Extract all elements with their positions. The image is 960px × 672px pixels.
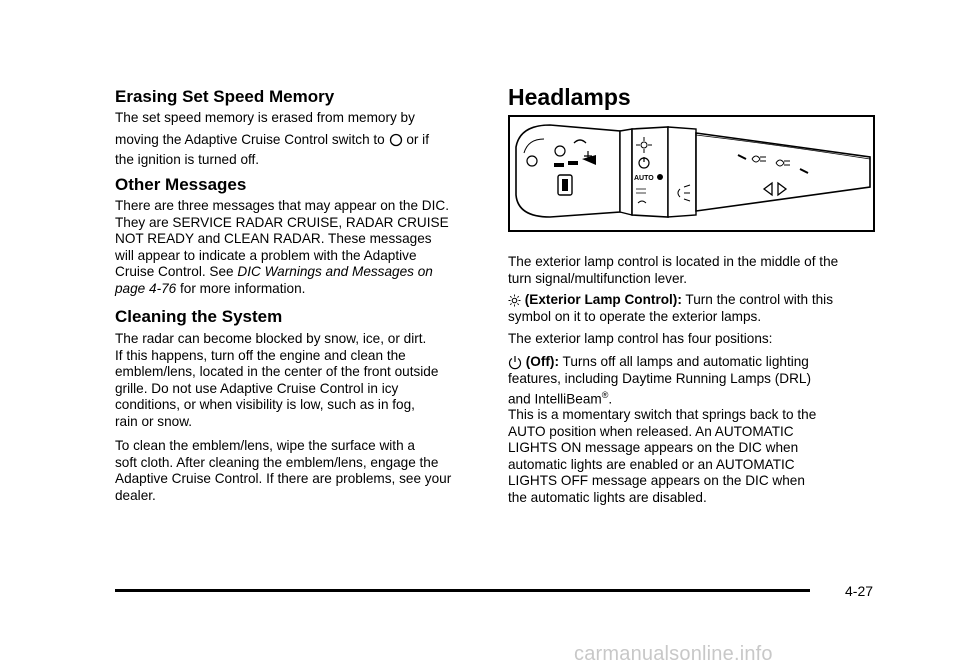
paragraph-exterior-lamp-control	[508, 292, 878, 325]
off-circle-icon	[389, 133, 403, 147]
paragraph-off-position	[508, 354, 878, 408]
text-fragment: moving the Adaptive Cruise Control switch to	[115, 131, 385, 147]
control-label: (Off):	[525, 354, 559, 369]
text-fragment: and IntelliBeam	[508, 391, 602, 407]
page-number: 4-27	[845, 583, 874, 599]
text-line: features, including Daytime Running Lamps (DRL)	[508, 370, 811, 386]
paragraph-other-messages	[115, 198, 485, 297]
turn-signal-lever-figure	[508, 115, 875, 232]
power-off-icon	[508, 355, 522, 370]
text-line: grille. Do not use Adaptive Cruise Control in icy	[115, 380, 399, 396]
cross-reference-link[interactable]: page 4-76	[115, 280, 177, 296]
text-line: rain or snow.	[115, 413, 193, 429]
paragraph-momentary-switch	[508, 407, 878, 506]
heading-erasing-set-speed-memory: Erasing Set Speed Memory	[115, 87, 335, 106]
text-line: the ignition is turned off.	[115, 152, 260, 167]
text-line	[115, 281, 485, 298]
text-line: the automatic lights are disabled.	[508, 489, 707, 505]
text-line	[115, 132, 485, 149]
text-line: If this happens, turn off the engine and clean the	[115, 347, 406, 363]
text-line: conditions, or when visibility is low, such as in fog,	[115, 397, 415, 412]
text-line: The set speed memory is erased from memory by	[115, 110, 415, 125]
text-line	[115, 264, 485, 281]
registered-mark: ®	[601, 390, 609, 400]
text-line: AUTO position when released. An AUTOMATIC	[508, 423, 794, 439]
paragraph-cleaning-1	[115, 331, 485, 430]
text-line: soft cloth. After cleaning the emblem/lens, engage the	[115, 454, 439, 470]
text-line: This is a momentary switch that springs back to the	[508, 407, 817, 422]
paragraph-erasing	[115, 110, 485, 169]
text-line: The radar can become blocked by snow, ice, or dirt.	[115, 331, 427, 346]
text-line: LIGHTS OFF message appears on the DIC when	[508, 473, 805, 488]
text-fragment: Turn the control with this	[685, 292, 833, 307]
text-line: The exterior lamp control has four positions:	[508, 331, 773, 346]
heading-cleaning-the-system: Cleaning the System	[115, 307, 283, 326]
text-line	[508, 387, 878, 408]
text-line: turn signal/multifunction lever.	[508, 270, 688, 286]
text-line: emblem/lens, located in the center of the front outside	[115, 364, 439, 379]
text-line: will appear to indicate a problem with the Adaptive	[115, 247, 417, 263]
text-line: dealer.	[115, 487, 156, 503]
text-line: There are three messages that may appear on the DIC.	[115, 198, 449, 213]
text-line: LIGHTS ON message appears on the DIC when	[508, 440, 799, 455]
turn-signal-lever-icon	[510, 117, 873, 230]
text-fragment: .	[608, 391, 613, 407]
text-line: NOT READY and CLEAN RADAR. These messages	[115, 231, 432, 246]
text-line	[508, 354, 878, 371]
heading-headlamps: Headlamps	[508, 84, 631, 110]
text-fragment: or if	[406, 131, 429, 147]
text-fragment: Cruise Control. See	[115, 264, 234, 279]
control-label: (Exterior Lamp Control):	[524, 292, 682, 307]
text-line: To clean the emblem/lens, wipe the surface with a	[115, 438, 415, 453]
text-line	[508, 292, 878, 309]
text-line: Adaptive Cruise Control. If there are problems, see your	[115, 471, 452, 486]
exterior-lamp-icon	[508, 294, 521, 307]
text-line: automatic lights are enabled or an AUTOMATIC	[508, 456, 795, 472]
auto-label: AUTO	[634, 175, 654, 182]
text-fragment: for more information.	[180, 280, 306, 296]
paragraph-headlamps-intro	[508, 254, 878, 287]
heading-other-messages: Other Messages	[115, 175, 247, 194]
footer-rule	[115, 589, 810, 592]
text-line: symbol on it to operate the exterior lamps.	[508, 308, 762, 324]
cross-reference-link[interactable]: DIC Warnings and Messages on	[237, 264, 433, 279]
text-line: They are SERVICE RADAR CRUISE, RADAR CRUISE	[115, 214, 449, 230]
paragraph-cleaning-2	[115, 438, 485, 504]
watermark: carmanualsonline.info	[574, 643, 773, 665]
paragraph-four-positions	[508, 331, 878, 348]
text-line: The exterior lamp control is located in the middle of the	[508, 254, 839, 269]
text-fragment: Turns off all lamps and automatic lighting	[562, 354, 809, 369]
